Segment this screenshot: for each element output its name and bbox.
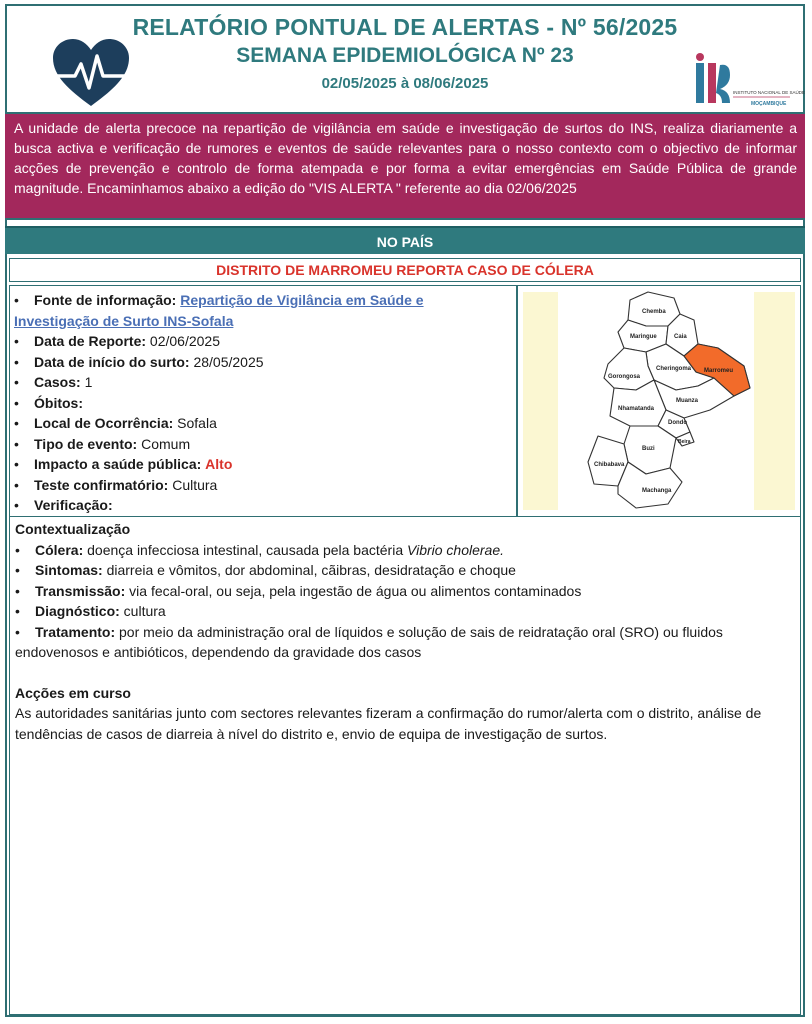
info-report-date: • Data de Reporte: 02/06/2025	[14, 333, 220, 349]
map-label-caia: Caia	[674, 334, 687, 340]
report-title: RELATÓRIO PONTUAL DE ALERTAS - Nº 56/2025	[132, 14, 678, 40]
map-label-cheringoma: Cheringoma	[656, 366, 692, 372]
info-location: • Local de Ocorrência: Sofala	[14, 415, 217, 431]
map-label-gorongosa: Gorongosa	[608, 374, 641, 380]
spacer	[15, 663, 795, 683]
context-heading: Contextualização	[15, 521, 131, 537]
context-item-cholera: • Cólera: doença infecciosa intestinal, causada pela bactéria Vibrio cholerae.	[15, 541, 505, 558]
context-item-symptoms: • Sintomas: diarreia e vômitos, dor abdominal, cãibras, desidratação e choque	[15, 562, 516, 578]
info-source: • Fonte de informação: Repartição de Vigilância em Saúde e Investigação de Surto INS-Sofala	[14, 292, 424, 329]
map-label-marromeu: Marromeu	[704, 368, 734, 374]
context-item-treatment: • Tratamento: por meio da administração oral de líquidos e solução de sais de reidratação oral (SRO) ou fluidos endovenosos e antibióticos, dependendo da gravidade dos casos	[15, 623, 723, 660]
info-deaths: • Óbitos:	[14, 394, 83, 411]
map-label-chemba: Chemba	[642, 309, 666, 315]
intro-panel	[5, 114, 805, 220]
report-week: SEMANA EPIDEMIOLÓGICA Nº 23	[236, 44, 574, 67]
context-item-transmission: • Transmissão: via fecal-oral, ou seja, pela ingestão de água ou alimentos contaminados	[15, 582, 582, 599]
logo-text: INSTITUTO NACIONAL DE SAÚDE	[733, 90, 806, 95]
map-label-nhamatanda: Nhamatanda	[618, 406, 655, 412]
map-panel	[517, 285, 801, 517]
report-date-range: 02/05/2025 à 08/06/2025	[321, 75, 489, 92]
actions-text: As autoridades sanitárias junto com sectores relevantes fizeram a confirmação do rumor/alerta com o distrito, análise de tendências de casos de diarreia à nível do distrito e, envio de equipa de investigação de surtos.	[15, 705, 762, 742]
map-label-muanza: Muanza	[676, 398, 699, 404]
map-label-chibabava: Chibabava	[594, 462, 625, 468]
info-cases: • Casos: 1	[14, 374, 93, 390]
ins-logo	[693, 51, 806, 111]
map-label-beira: Beira	[678, 439, 691, 445]
event-info-box	[9, 285, 517, 517]
source-link[interactable]: Repartição de Vigilância em Saúde e Investigação de Surto INS-Sofala	[14, 292, 424, 329]
info-event-type: • Tipo de evento: Comum	[14, 435, 191, 452]
info-test: • Teste confirmatório: Cultura	[14, 476, 218, 493]
map-label-maringue: Maringue	[630, 334, 657, 340]
section-title: NO PAÍS	[5, 226, 805, 254]
context-section	[9, 517, 801, 1015]
map-label-buzi: Buzi	[642, 446, 655, 452]
context-item-diagnosis: • Diagnóstico: cultura	[15, 603, 166, 619]
map-label-dondo: Dondo	[668, 420, 687, 426]
logo-subtext: MOÇAMBIQUE	[751, 101, 787, 107]
report-header	[5, 4, 805, 114]
intro-text: A unidade de alerta precoce na repartição de vigilância em saúde e investigação de surtos do INS, realiza diariamente a busca activa e verificação de rumores e eventos de saúde relevantes para o nosso contexto com o objectivo de informar acções de prevenção e controlo de forma atempada e por forma a evitar emergências em Saúde Pública de grande magnitude. Encaminhamos abaixo a edição do "VIS ALERTA " referente ao dia 02/06/2025	[14, 120, 797, 196]
info-impact: • Impacto a saúde pública: Alto	[14, 456, 233, 472]
sofala-district-map	[518, 286, 800, 516]
actions-heading: Acções em curso	[15, 684, 131, 701]
info-start-date: • Data de início do surto: 28/05/2025	[14, 353, 264, 370]
event-title: DISTRITO DE MARROMEU REPORTA CASO DE CÓLERA	[9, 258, 801, 282]
map-label-machanga: Machanga	[642, 488, 672, 494]
info-verification: • Verificação:	[14, 497, 113, 513]
